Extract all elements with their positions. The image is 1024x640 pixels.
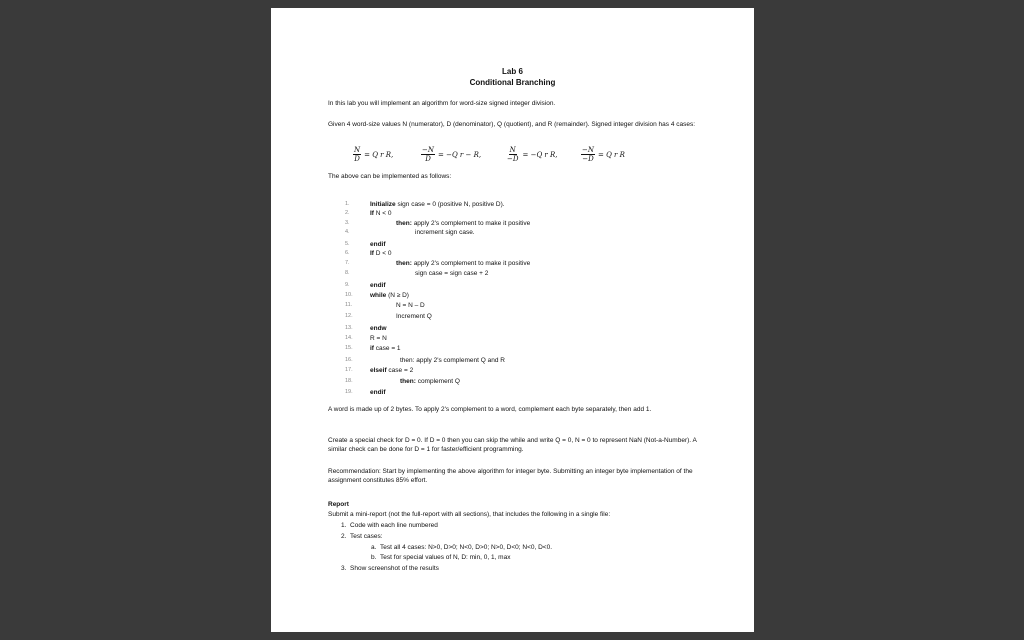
code-line: 5. endif <box>345 241 386 248</box>
code-line: 10. while (N ≥ D) <box>345 292 409 299</box>
above-paragraph: The above can be implemented as follows: <box>328 173 452 180</box>
code-line: 7. then: apply 2's complement to make it positive <box>345 260 531 267</box>
code-line: 2. If N < 0 <box>345 210 392 217</box>
list-item: 1. Code with each line numbered <box>341 522 438 529</box>
code-line: 4. increment sign case. <box>345 229 475 236</box>
code-line: 17. elseif case = 2 <box>345 367 414 374</box>
list-item: 2. Test cases: <box>341 533 383 540</box>
code-line: 11. N = N – D <box>345 302 425 309</box>
code-line: 15. if case = 1 <box>345 345 401 352</box>
code-line: 19. endif <box>345 389 386 396</box>
code-line: 13. endw <box>345 325 387 332</box>
code-line: 12. Increment Q <box>345 313 432 320</box>
code-line: 18. then: complement Q <box>345 378 460 385</box>
equation-case-1: $\frac{N}{D}$ = Q r R, <box>354 146 394 163</box>
recommendation-paragraph: Recommendation: Start by implementing the above algorithm for integer byte. Submitting an integer byte implementation of the assignment constitutes 85% effort. <box>328 468 693 484</box>
report-paragraph: Submit a mini-report (not the full-report with all sections), that includes the following in a single file: <box>328 511 611 518</box>
lab-subtitle: Conditional Branching <box>469 78 556 87</box>
intro-paragraph: In this lab you will implement an algorithm for word-size signed integer division. <box>328 100 556 107</box>
special-check-paragraph: Create a special check for D = 0. If D = 0 then you can skip the while and write Q = 0, N = 0 to represent NaN (Not-a-Number). A similar check can be done for D = 1 for faster/efficient programming. <box>328 437 697 453</box>
code-line: 1. Initialize sign case = 0 (positive N, positive D). <box>345 201 505 208</box>
word-paragraph: A word is made up of 2 bytes. To apply 2's complement to a word, complement each byte separately, then add 1. <box>328 406 652 413</box>
equation-case-4: $\frac{-N}{-D}$ = Q r R <box>582 146 625 163</box>
code-line: 3. then: apply 2's complement to make it positive <box>345 220 531 227</box>
code-line: 8. sign case = sign case + 2 <box>345 270 489 277</box>
list-item: a. Test all 4 cases: N>0, D>0; N<0, D>0; N>0, D<0; N<0, D<0. <box>371 544 553 551</box>
given-paragraph: Given 4 word-size values N (numerator), D (denominator), Q (quotient), and R (remainder). Signed integer division has 4 cases: <box>328 121 696 128</box>
code-line: 16. then: apply 2's complement Q and R <box>345 357 505 364</box>
code-line: 9. endif <box>345 282 386 289</box>
code-line: 6. If D < 0 <box>345 250 392 257</box>
lab-title: Lab 6 <box>502 67 523 76</box>
report-heading: Report <box>328 501 349 508</box>
equation-case-3: $\frac{N}{-D}$ = −Q r R, <box>507 146 558 163</box>
code-line: 14. R = N <box>345 335 387 342</box>
document-page <box>271 8 754 632</box>
list-item: 3. Show screenshot of the results <box>341 565 439 572</box>
equation-case-2: $\frac{-N}{D}$ = −Q r − R, <box>422 146 482 163</box>
list-item: b. Test for special values of N, D: min, 0, 1, max <box>371 554 511 561</box>
